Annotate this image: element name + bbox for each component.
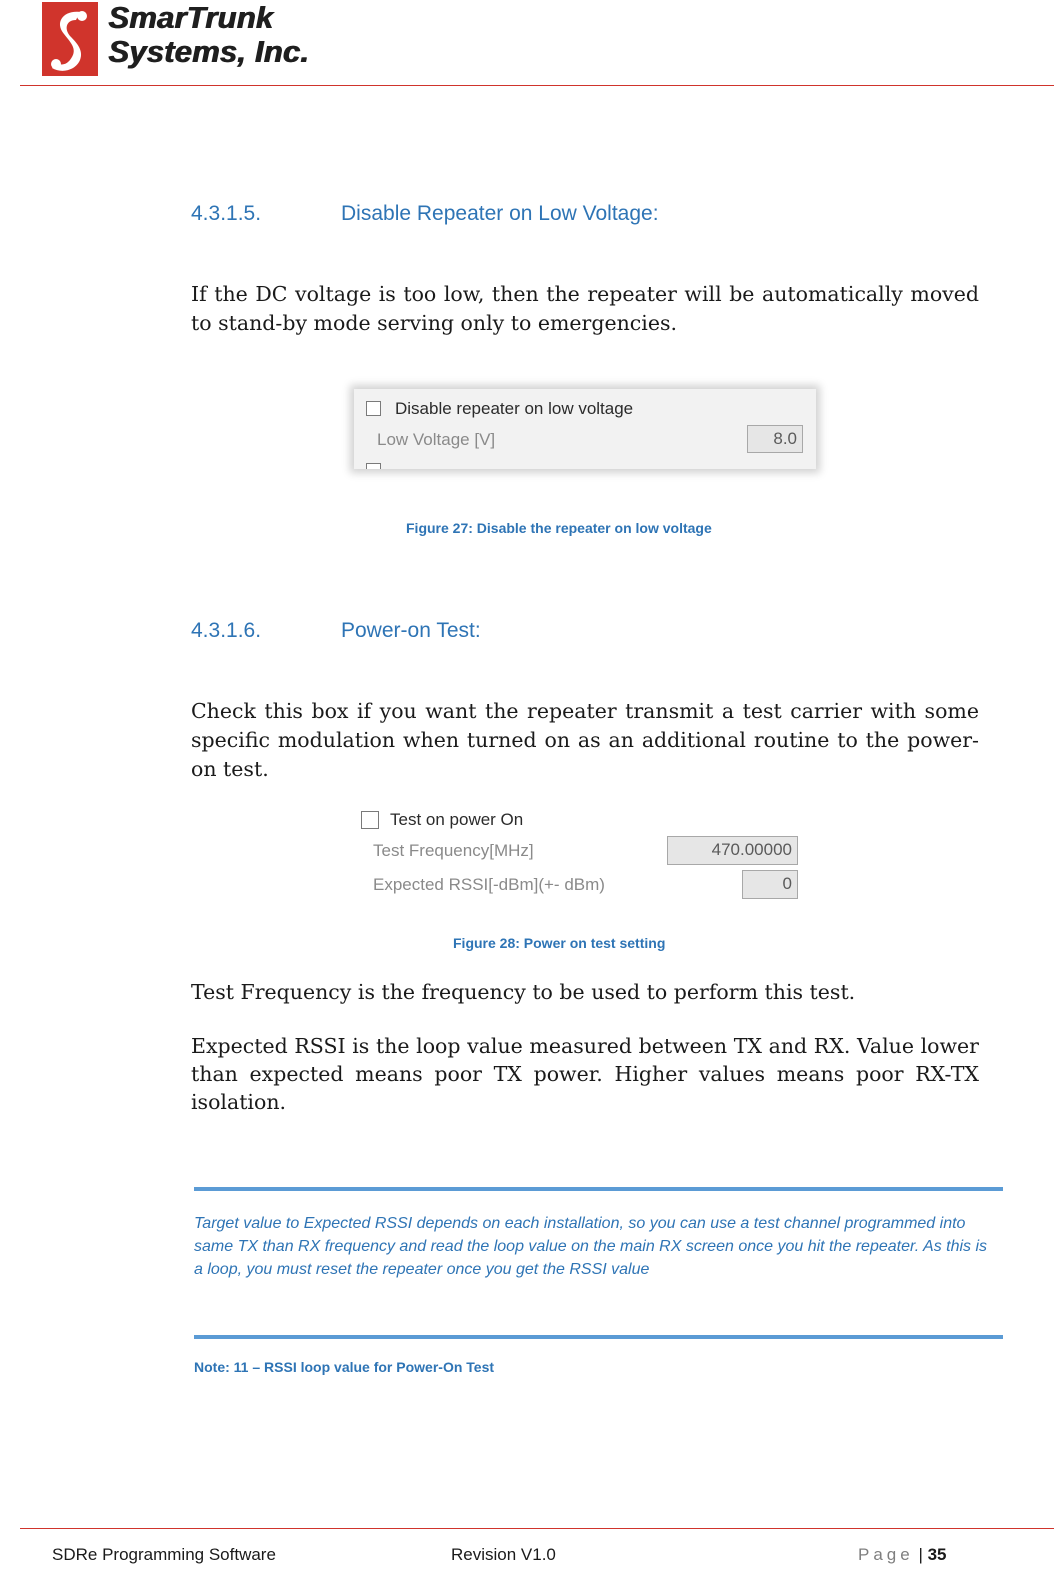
section-heading-low-voltage [191, 202, 791, 230]
company-name-line2: Systems, Inc. [108, 34, 309, 69]
footer-product: SDRe Programming Software [52, 1545, 276, 1564]
footer-revision: Revision V1.0 [451, 1545, 556, 1564]
figure-low-voltage-panel [354, 389, 816, 469]
paragraph-power-on: Check this box if you want the repeater transmit a test carrier with some specific modulation when turned on as an additional routine to the power-on test. [191, 699, 979, 781]
company-name-line1: SmarTrunk [108, 0, 273, 35]
section-number: 4.3.1.6. [191, 619, 262, 642]
next-option-checkbox[interactable] [366, 463, 381, 469]
note-caption: Note: 11 – RSSI loop value for Power-On Test [194, 1359, 495, 1375]
footer-page-word: Page [858, 1545, 914, 1564]
footer-page-number: 35 [927, 1545, 947, 1564]
paragraph-low-voltage: If the DC voltage is too low, then the repeater will be automatically moved to stand-by mode serving only to emergencies. [191, 282, 979, 335]
test-on-power-on-checkbox[interactable] [361, 811, 379, 829]
low-voltage-field-label: Low Voltage [V] [377, 430, 496, 449]
expected-rssi-input[interactable]: 0 [742, 870, 798, 899]
footer-separator: | [918, 1545, 923, 1564]
test-frequency-label: Test Frequency[MHz] [373, 841, 534, 860]
section-number: 4.3.1.5. [191, 202, 262, 225]
header-divider [20, 85, 1054, 86]
figure27-caption: Figure 27: Disable the repeater on low voltage [406, 520, 712, 536]
figure-power-on-test-panel [350, 800, 810, 908]
note-top-rule [194, 1187, 1003, 1191]
test-frequency-input[interactable]: 470.00000 [667, 836, 798, 865]
section-title: Disable Repeater on Low Voltage: [341, 202, 659, 225]
low-voltage-input[interactable]: 8.0 [747, 425, 803, 453]
disable-low-voltage-label: Disable repeater on low voltage [395, 399, 634, 418]
test-on-power-on-label: Test on power On [390, 810, 524, 829]
footer-page-indicator [858, 1545, 947, 1565]
section-heading-power-on [191, 619, 791, 647]
section-title: Power-on Test: [341, 619, 481, 642]
figure28-caption: Figure 28: Power on test setting [453, 935, 666, 951]
paragraph-test-frequency: Test Frequency is the frequency to be used to perform this test. [191, 980, 856, 1004]
paragraph-expected-rssi: Expected RSSI is the loop value measured between TX and RX. Value lower than expected means poor TX power. Higher values means poor RX-TX isolation. [191, 1034, 979, 1114]
disable-low-voltage-checkbox[interactable] [366, 401, 381, 416]
note-text: Target value to Expected RSSI depends on each installation, so you can use a test channel programmed into same TX than RX frequency and read the loop value on the main RX screen once you hit the repeater. As this is a loop, you must reset the repeater once you get the RSSI value [194, 1215, 988, 1278]
smartrunk-logo-icon [42, 2, 98, 76]
footer-divider [20, 1528, 1054, 1529]
expected-rssi-label: Expected RSSI[-dBm](+- dBm) [373, 875, 605, 894]
note-bottom-rule [194, 1335, 1003, 1339]
